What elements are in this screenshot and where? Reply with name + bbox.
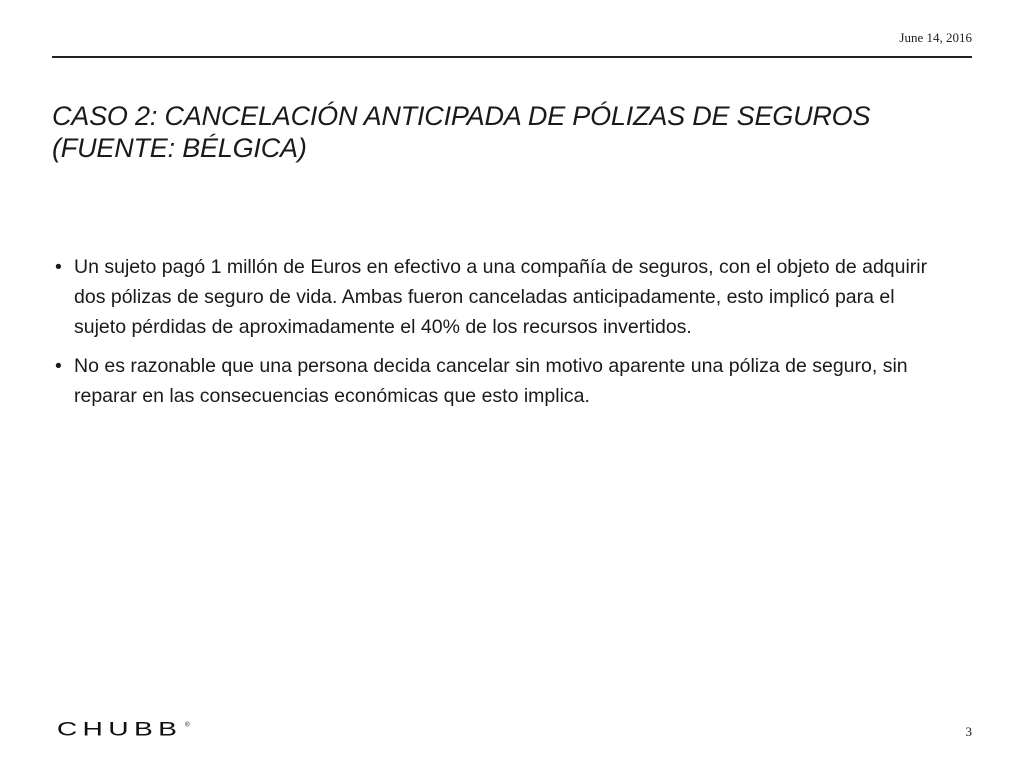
bullet-text: Un sujeto pagó 1 millón de Euros en efectivo a una compañía de seguros, con el objeto de adquirir dos pólizas de seguro de vida. Ambas fueron canceladas anticipadamente, esto implicó para el sujeto pérdidas de aproximadamente el 40% de los recursos invertidos.	[74, 256, 928, 338]
slide-title: CASO 2: CANCELACIÓN ANTICIPADA DE PÓLIZAS DE SEGUROS (FUENTE: BÉLGICA)	[52, 101, 871, 163]
slide-date: June 14, 2016	[899, 30, 972, 45]
bullet-text: No es razonable que una persona decida cancelar sin motivo aparente una póliza de seguro, sin reparar en las consecuencias económicas que esto implica.	[74, 355, 908, 407]
chubb-logo	[50, 719, 200, 739]
chubb-logo-text: CHUBB	[56, 719, 183, 739]
bullet-icon: •	[55, 355, 62, 377]
bullet-icon: •	[55, 256, 62, 278]
bullet-item-1	[52, 252, 952, 342]
bullet-item-2	[52, 351, 952, 411]
bullet-list	[52, 252, 952, 420]
page-number: 3	[965, 724, 972, 739]
registered-mark: ®	[185, 721, 190, 729]
header-divider	[52, 56, 972, 58]
